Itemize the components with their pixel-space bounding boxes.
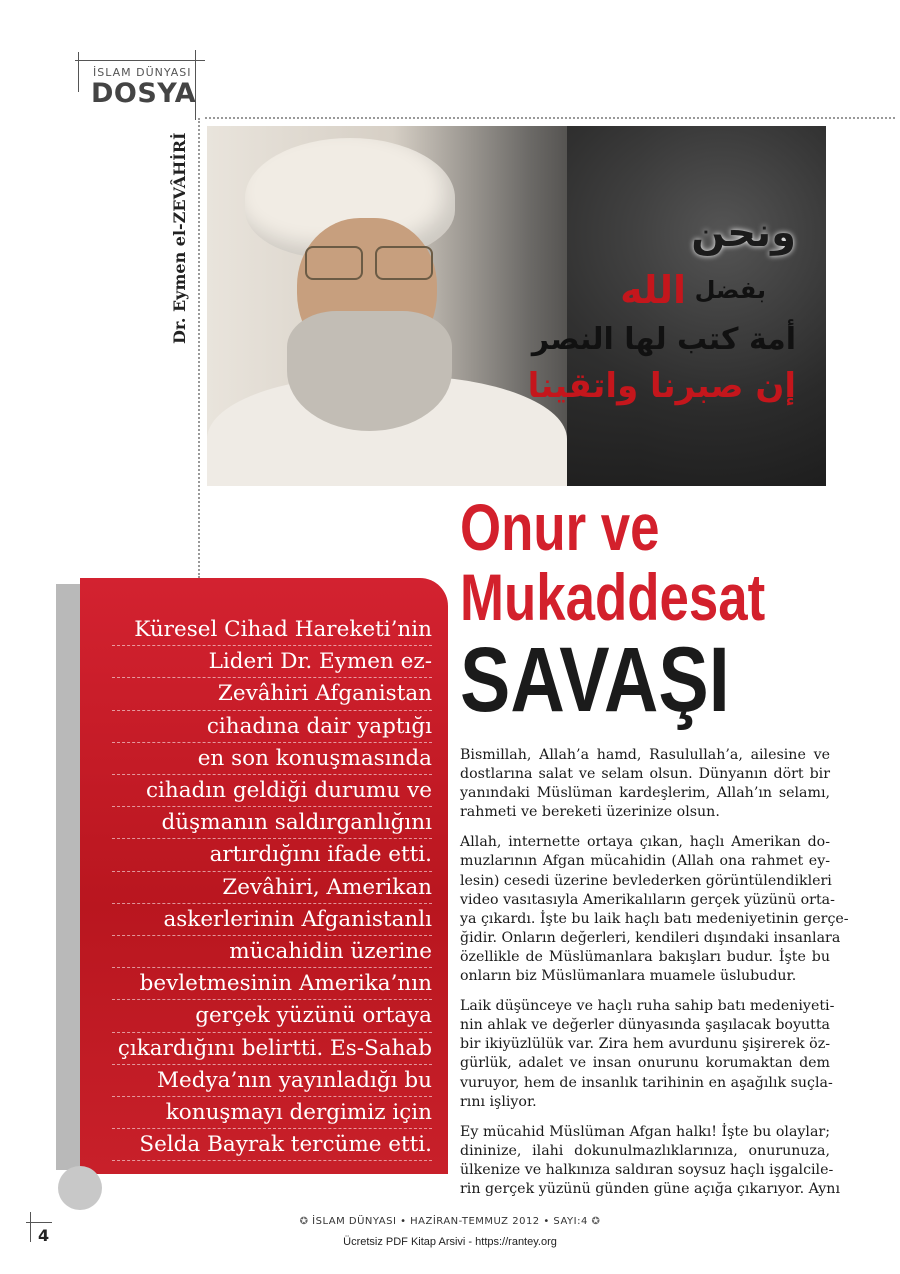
body-line: dostlarına salat ve selam olsun. Dünyanın dört bir [460, 766, 830, 783]
dotted-rule-side [198, 118, 200, 578]
body-line: video vasıtasıyla Amerikalıların gerçek yüzünü orta- [460, 891, 835, 908]
body-line: ğidir. Onların değerleri, kendileri dışındaki insanlara [460, 929, 841, 946]
article-body [460, 746, 849, 1210]
brand-kicker: İSLAM DÜNYASI [93, 66, 192, 79]
headline-line-1: Onur ve [460, 490, 660, 564]
ornament-right-icon: ✪ [587, 1216, 601, 1227]
body-line: Bismillah, Allah’a hamd, Rasulullah’a, ailesine ve [460, 747, 830, 763]
body-line: yanındaki Müslüman kardeşlerim, Allah’ın selamı, [460, 785, 830, 802]
issue-footer [0, 1216, 900, 1227]
body-line: lesin) cesedi üzerine bevlederken görüntülendikleri [460, 872, 832, 889]
article-headline [460, 492, 840, 730]
intro-line: Küresel Cihad Hareketi’nin [112, 614, 432, 646]
body-line: rını işliyor. [460, 1093, 537, 1110]
magazine-section-brand [75, 50, 205, 120]
body-paragraph [460, 746, 830, 822]
body-paragraph [460, 833, 849, 986]
decorative-circle [58, 1166, 102, 1210]
intro-line: gerçek yüzünü ortaya [112, 1000, 432, 1032]
section-title: DOSYA [91, 78, 197, 109]
body-line: nin ahlak ve değerler dünyasında şaşılacak boyutta [460, 1017, 830, 1034]
intro-box [80, 578, 448, 1174]
page-number: 4 [38, 1226, 50, 1245]
credit-link[interactable]: Ücretsiz PDF Kitap Arsivi - https://rantey.org [343, 1236, 557, 1248]
intro-line: konuşmayı dergimiz için [112, 1097, 432, 1129]
intro-line: Zevâhiri, Amerikan [112, 872, 432, 904]
issue-line: İSLAM DÜNYASI • HAZİRAN-TEMMUZ 2012 • SAYI:4 [312, 1216, 588, 1227]
body-line: dininize, ilahi dokunulmazlıklarınıza, onurunuza, [460, 1142, 830, 1159]
body-line: ülkenize ve halkınıza saldıran soysuz haçlı işgalcile- [460, 1161, 834, 1178]
brand-rule-horizontal [75, 60, 205, 61]
intro-line: cihadın geldiği durumu ve [112, 775, 432, 807]
body-paragraph [460, 997, 835, 1112]
photo-glasses [305, 246, 433, 276]
arabic-text-1: ونحن [691, 210, 796, 256]
intro-line: Zevâhiri Afganistan [112, 678, 432, 710]
intro-line: cihadına dair yaptığı [112, 711, 432, 743]
intro-line: çıkardığını belirtti. Es-Sahab [112, 1033, 432, 1065]
headline-line-3: SAVAŞI [460, 629, 730, 731]
photo-texture [567, 126, 826, 486]
body-line: özellikle de Müslümanlara bakışları budur. İşte bu [460, 948, 830, 965]
body-line: rahmeti ve bereketi üzerinize olsun. [460, 804, 720, 821]
intro-line: askerlerinin Afganistanlı [112, 904, 432, 936]
body-line: muzlarının Afgan mücahidin (Allah ona rahmet ey- [460, 853, 830, 870]
brand-rule-vertical-left [78, 52, 79, 92]
body-line: Allah, internette ortaya çıkan, haçlı Amerikan do- [460, 834, 830, 851]
photo-beard [287, 311, 452, 431]
intro-line: Lideri Dr. Eymen ez- [112, 646, 432, 678]
portrait-photo [207, 126, 826, 486]
intro-text [112, 614, 432, 1161]
intro-line: bevletmesinin Amerika’nın [112, 968, 432, 1000]
body-line: onların biz Müslümanlara muamele üslubudur. [460, 968, 797, 985]
arabic-text-5: إن صبرنا واتقينا [527, 366, 796, 406]
headline-line-2: Mukaddesat [460, 560, 766, 634]
intro-line: düşmanın saldırganlığını [112, 807, 432, 839]
intro-line: mücahidin üzerine [112, 936, 432, 968]
intro-line: en son konuşmasında [112, 743, 432, 775]
body-paragraph [460, 1123, 840, 1199]
body-line: vuruyor, hem de insanlık tarihinin en aşağılık suçla- [460, 1074, 833, 1091]
body-line: bir ikiyüzlülük var. Zira hem avurdunu şişirerek öz- [460, 1036, 830, 1053]
ornament-left-icon: ✪ [299, 1216, 313, 1227]
author-name-vertical: Dr. Eymen el-ZEVÂHİRİ [170, 132, 189, 344]
arabic-text-4: أمة كتب لها النصر [531, 322, 796, 357]
arabic-text-3: بفضل [694, 276, 766, 304]
body-line: Laik düşünceye ve haçlı ruha sahip batı medeniyeti- [460, 998, 835, 1015]
body-line: gürlük, adalet ve insan onurunu korumaktan dem [460, 1055, 830, 1072]
dotted-rule-top [205, 117, 895, 119]
body-line: rin gerçek yüzünü günden güne açığa çıkarıyor. Aynı [460, 1180, 840, 1197]
intro-line: Selda Bayrak tercüme etti. [112, 1129, 432, 1161]
body-line: ya çıkardı. İşte bu laik haçlı batı medeniyetinin gerçe- [460, 910, 849, 927]
intro-line: Medya’nın yayınladığı bu [112, 1065, 432, 1097]
arabic-text-2: الله [620, 268, 686, 312]
intro-line: artırdığını ifade etti. [112, 839, 432, 871]
body-line: Ey mücahid Müslüman Afgan halkı! İşte bu olaylar; [460, 1123, 830, 1140]
